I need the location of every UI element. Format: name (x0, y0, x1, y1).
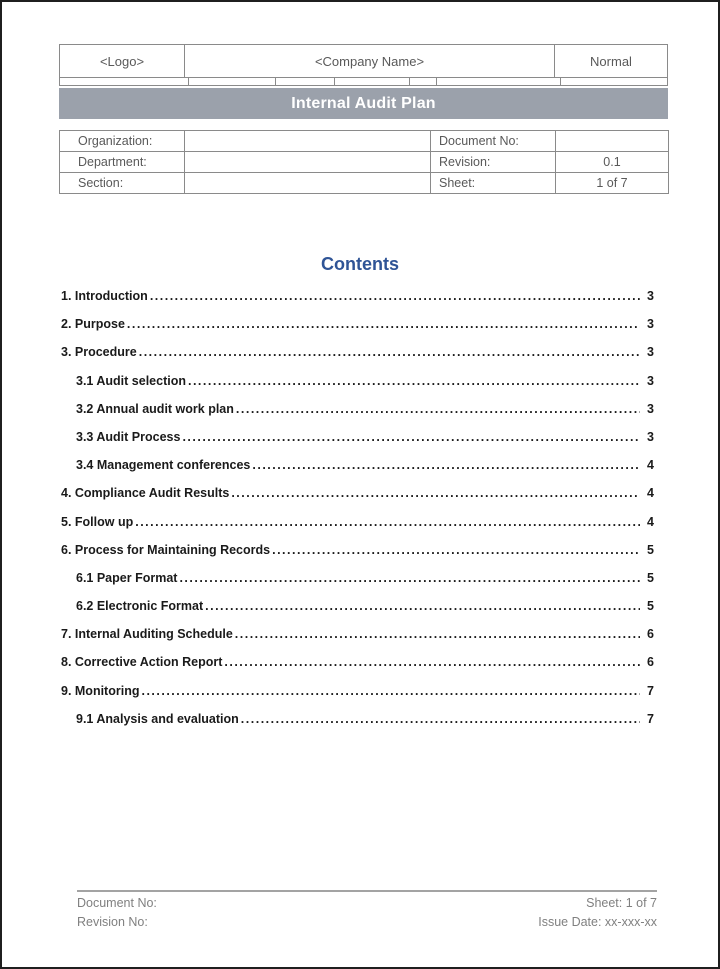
toc-page-number: 4 (647, 514, 654, 529)
meta-row-organization (60, 131, 669, 152)
page-footer (77, 890, 657, 932)
sheet-label: Sheet: (431, 173, 556, 194)
footer-left (77, 894, 157, 932)
toc-entry-label: 3. Procedure (61, 345, 137, 360)
revision-value: 0.1 (556, 152, 669, 173)
toc-page-number: 5 (647, 599, 654, 614)
sheet-value: 1 of 7 (556, 173, 669, 194)
organization-label: Organization: (60, 131, 185, 152)
meta-row-section (60, 173, 669, 194)
meta-table (59, 130, 669, 194)
toc-page-number: 3 (647, 401, 654, 416)
toc-page-number: 4 (647, 458, 654, 473)
toc-entry[interactable] (61, 289, 654, 317)
toc-list (61, 289, 654, 740)
toc-page-number: 5 (647, 570, 654, 585)
document-no-value (556, 131, 669, 152)
header-tick-strip (59, 78, 668, 86)
toc-entry-label: 9. Monitoring (61, 683, 140, 698)
logo-placeholder-cell: <Logo> (60, 45, 185, 77)
toc-entry-label: 3.1 Audit selection (76, 373, 186, 388)
toc-dot-leader (224, 655, 640, 669)
toc-entry[interactable] (61, 345, 654, 373)
toc-entry-label: 3.2 Annual audit work plan (76, 401, 234, 416)
toc-entry[interactable] (61, 599, 654, 627)
tick-mark (275, 78, 276, 85)
footer-document-no: Document No: (77, 896, 157, 910)
toc-page-number: 3 (647, 429, 654, 444)
toc-dot-leader (182, 430, 640, 444)
toc-entry-label: 4. Compliance Audit Results (61, 486, 230, 501)
toc-entry[interactable] (61, 458, 654, 486)
section-value (185, 173, 431, 194)
tick-mark (409, 78, 410, 85)
footer-right (538, 894, 657, 932)
toc-page-number: 7 (647, 683, 654, 698)
toc-entry-label: 3.4 Management conferences (76, 458, 251, 473)
toc-entry-label: 6. Process for Maintaining Records (61, 542, 271, 557)
toc-dot-leader (150, 289, 640, 303)
document-title-bar (59, 88, 668, 119)
footer-revision-no: Revision No: (77, 915, 148, 929)
classification-cell: Normal (590, 53, 632, 69)
toc-entry[interactable] (61, 515, 654, 543)
tick-mark (560, 78, 561, 85)
toc-entry-label: 9.1 Analysis and evaluation (76, 711, 239, 726)
footer-sheet: Sheet: 1 of 7 (586, 896, 657, 910)
tick-mark (334, 78, 335, 85)
toc-dot-leader (188, 374, 640, 388)
meta-row-department (60, 152, 669, 173)
toc-entry-label: 7. Internal Auditing Schedule (61, 627, 233, 642)
toc-page-number: 3 (647, 345, 654, 360)
toc-dot-leader (141, 684, 640, 698)
toc-entry[interactable] (61, 374, 654, 402)
toc-entry-label: 1. Introduction (61, 289, 148, 303)
toc-dot-leader (235, 627, 640, 641)
toc-entry-label: 3.3 Audit Process (76, 429, 181, 444)
toc-page-number: 4 (647, 486, 654, 501)
revision-label: Revision: (431, 152, 556, 173)
toc-entry[interactable] (61, 543, 654, 571)
toc-dot-leader (241, 712, 640, 726)
department-value (185, 152, 431, 173)
toc-dot-leader (205, 599, 640, 613)
toc-entry-label: 2. Purpose (61, 317, 125, 332)
toc-entry[interactable] (61, 684, 654, 712)
toc-page-number: 5 (647, 542, 654, 557)
header-row (59, 44, 668, 78)
toc-dot-leader (252, 458, 640, 472)
toc-entry[interactable] (61, 571, 654, 599)
toc-entry-label: 5. Follow up (61, 514, 134, 529)
toc-entry-label: 6.2 Electronic Format (76, 599, 204, 614)
toc-page-number: 7 (647, 711, 654, 726)
toc-entry[interactable] (61, 486, 654, 514)
tick-mark (188, 78, 189, 85)
toc-entry[interactable] (61, 655, 654, 683)
toc-dot-leader (236, 402, 640, 416)
toc-entry[interactable] (61, 430, 654, 458)
company-name-cell: <Company Name> (185, 45, 555, 77)
section-label: Section: (60, 173, 185, 194)
toc-page-number: 6 (647, 627, 654, 642)
contents-heading: Contents (321, 254, 399, 274)
toc-entry-label: 8. Corrective Action Report (61, 655, 223, 670)
toc-entry[interactable] (61, 712, 654, 740)
document-title: Internal Audit Plan (291, 94, 436, 112)
document-no-label: Document No: (431, 131, 556, 152)
footer-issue-date: Issue Date: xx-xxx-xx (538, 915, 657, 929)
toc-entry[interactable] (61, 627, 654, 655)
toc-page-number: 3 (647, 289, 654, 303)
header-table (59, 44, 668, 119)
department-label: Department: (60, 152, 185, 173)
toc-dot-leader (139, 345, 640, 359)
toc-page-number: 3 (647, 317, 654, 332)
toc-page-number: 3 (647, 373, 654, 388)
toc-entry[interactable] (61, 317, 654, 345)
toc-dot-leader (231, 486, 640, 500)
toc-entry[interactable] (61, 402, 654, 430)
organization-value (185, 131, 431, 152)
toc-dot-leader (135, 515, 640, 529)
toc-dot-leader (127, 317, 640, 331)
toc-dot-leader (272, 543, 640, 557)
tick-mark (436, 78, 437, 85)
toc-page-number: 6 (647, 655, 654, 670)
toc-entry-label: 6.1 Paper Format (76, 570, 178, 585)
toc-dot-leader (179, 571, 640, 585)
